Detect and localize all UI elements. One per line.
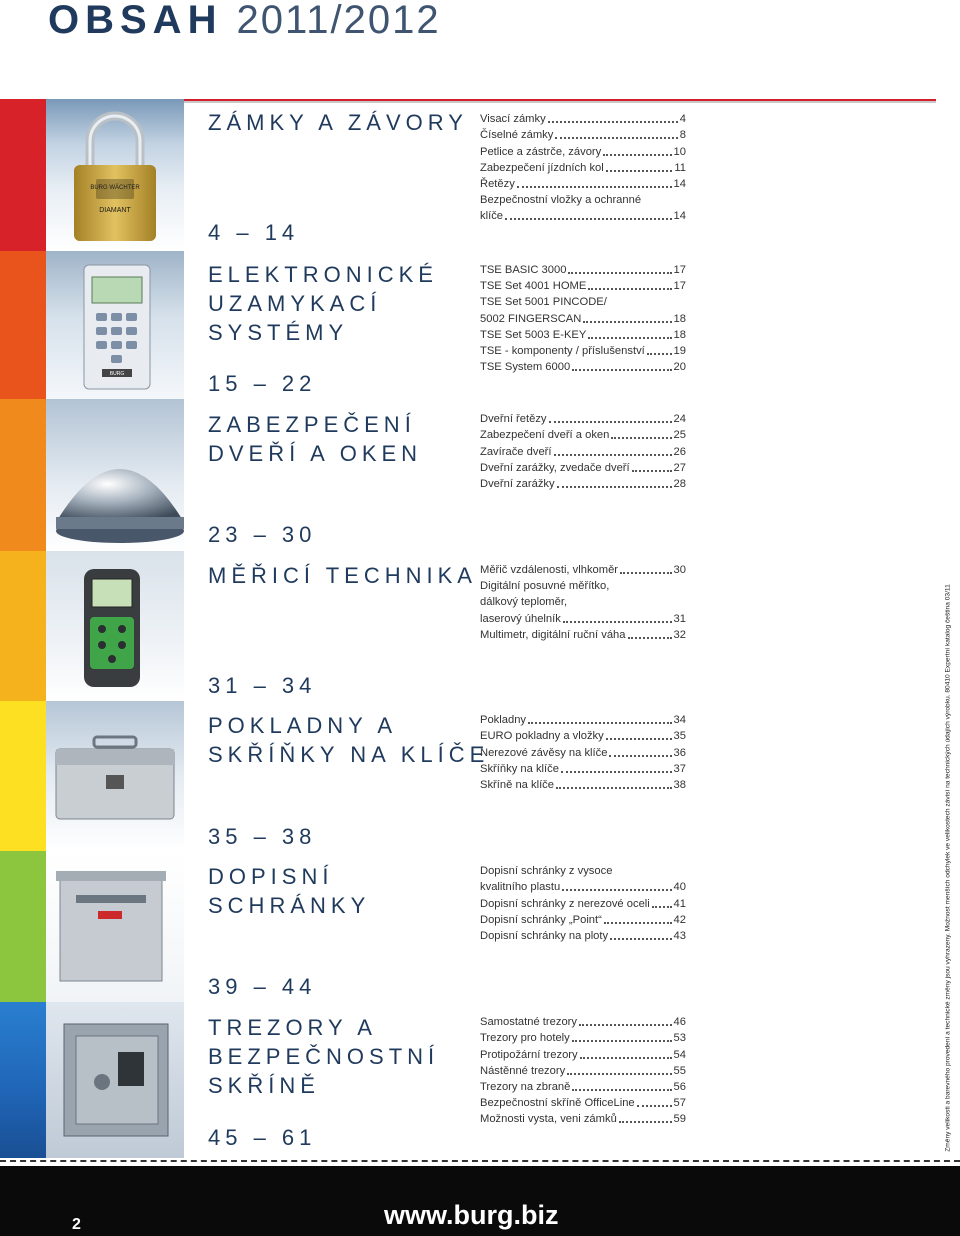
section-title-electronic: ELEKTRONICKÉ UZAMYKACÍ SYSTÉMY [208,262,438,345]
toc-list-electronic [480,262,686,375]
toc-item[interactable]: TSE System 6000 20 [480,361,686,374]
toc-item[interactable]: TSE - komponenty / příslušenství 19 [480,345,686,358]
toc-item[interactable]: Dopisní schránky „Point“ 42 [480,913,686,926]
toc-item[interactable]: Nerezové závěsy na klíče 36 [480,746,686,759]
mailbox-photo [46,851,184,1002]
toc-item[interactable]: Bezpečnostní skříně OfficeLine 57 [480,1097,686,1110]
toc-item[interactable]: Dveřní zarážky, zvedače dveří 27 [480,461,686,474]
toc-item[interactable]: Možnosti vysta, veni zámků 59 [480,1113,686,1126]
safe-photo [46,1002,184,1158]
toc-item[interactable]: kvalitního plastu 40 [480,881,686,894]
website-link[interactable]: www.burg.biz [384,1200,559,1230]
toc-list-doors [480,411,686,492]
toc-item[interactable]: laserový úhelník 31 [480,612,686,625]
toc-list-mailboxes [480,863,686,944]
padlock-photo [46,99,184,251]
side-note-text: Změny velikosti a barevného provedení a technické změny jsou vyhrazeny. Možnost menších odchylek ve velikostech závisí na technických údajích výrobku. 80410 Expertní katalog čeština 03/11 [944,584,952,1152]
toc-list-cashboxes [480,712,686,793]
page-title: OBSAH [48,0,223,42]
section-title-mailboxes: DOPISNÍ SCHRÁNKY [208,864,371,918]
measuring-device-photo [46,551,184,701]
stripe-orange [0,399,46,551]
section-title-cashboxes: POKLADNY A SKŘÍŇKY NA KLÍČE [208,713,490,767]
section-range-measuring: 31 – 34 [208,673,317,698]
toc-list-safes [480,1014,686,1127]
toc-item[interactable]: Dopisní schránky na ploty 43 [480,929,686,942]
section-range-locks: 4 – 14 [208,220,300,245]
cash-box-photo [46,701,184,851]
keypad-photo [46,251,184,399]
stripe-blue [0,1002,46,1158]
toc-item[interactable]: Dveřní řetězy 24 [480,413,686,426]
padlock-brand-text: BURG WÄCHTER [90,185,140,191]
door-stop-photo [46,399,184,551]
toc-item-continued[interactable]: Bezpečnostní vložky a ochranné [480,193,642,206]
page-year: 2011/2012 [236,0,441,42]
padlock-model-text: DIAMANT [99,207,131,214]
section-title-safes: TREZORY A BEZPEČNOSTNÍ SKŘÍNĚ [208,1015,440,1098]
toc-item[interactable]: Číselné zámky 8 [480,129,686,142]
stripe-green [0,851,46,1002]
toc-list-measuring [480,562,686,643]
page-number: 2 [72,1216,81,1233]
side-note [936,584,960,1152]
toc-item-continued[interactable]: Dopisní schránky z vysoce [480,865,613,877]
toc-item[interactable]: Nástěnné trezory 55 [480,1064,686,1077]
stripe-red [0,99,46,251]
toc-item-continued[interactable]: dálkový teploměr, [480,596,568,609]
toc-item[interactable]: Trezory pro hotely 53 [480,1032,686,1045]
toc-item-continued[interactable]: Digitální posuvné měřítko, [480,580,610,593]
toc-item[interactable]: TSE BASIC 3000 17 [480,264,686,277]
toc-item[interactable]: Multimetr, digitální ruční váha 32 [480,628,686,641]
section-range-mailboxes: 39 – 44 [208,974,317,999]
toc-item[interactable]: Protipožární trezory 54 [480,1048,686,1061]
toc-list-locks [480,111,686,224]
toc-item[interactable]: klíče 14 [480,210,686,223]
stripe-amber [0,551,46,701]
footer-dashed-rule [0,1160,960,1162]
toc-item[interactable]: Dveřní zarážky 28 [480,477,686,490]
toc-item[interactable]: Skříňky na klíče 37 [480,762,686,775]
toc-item[interactable]: Zabezpečení dveří a oken 25 [480,429,686,442]
section-range-safes: 45 – 61 [208,1125,317,1150]
toc-item[interactable]: TSE Set 5003 E-KEY 18 [480,328,686,341]
toc-item-continued[interactable]: TSE Set 5001 PINCODE/ [480,296,607,309]
section-range-cashboxes: 35 – 38 [208,824,317,849]
toc-item[interactable]: Skříně na klíče 38 [480,778,686,791]
toc-item[interactable]: EURO pokladny a vložky 35 [480,730,686,743]
toc-item[interactable]: Visací zámky 4 [480,113,686,126]
stripe-redorange [0,251,46,399]
section-range-electronic: 15 – 22 [208,371,317,396]
toc-item[interactable]: Dopisní schránky z nerezové oceli 41 [480,897,686,910]
toc-item[interactable]: Řetězy 14 [480,177,686,190]
section-range-doors: 23 – 30 [208,522,317,547]
toc-item[interactable]: Samostatné trezory 46 [480,1016,686,1029]
section-title-locks: ZÁMKY A ZÁVORY [208,110,468,135]
keypad-brand-text: BURG [109,371,125,377]
toc-item[interactable]: Pokladny 34 [480,714,686,727]
section-title-measuring: MĚŘICÍ TECHNIKA [208,563,477,588]
section-title-doors: ZABEZPEČENÍ DVEŘÍ A OKEN [208,412,423,466]
toc-item[interactable]: 5002 FINGERSCAN 18 [480,312,686,325]
toc-item[interactable]: Zavírače dveří 26 [480,445,686,458]
toc-item[interactable]: Zabezpečení jízdních kol 11 [480,161,686,174]
header-rule-shadow [184,101,936,103]
toc-item[interactable]: Petlice a zástrče, závory 10 [480,145,686,158]
stripe-yellow [0,701,46,851]
toc-item[interactable]: Měřič vzdálenosti, vlhkoměr 30 [480,564,686,577]
toc-item[interactable]: Trezory na zbraně 56 [480,1080,686,1093]
toc-item[interactable]: TSE Set 4001 HOME 17 [480,280,686,293]
page-header [48,0,441,44]
